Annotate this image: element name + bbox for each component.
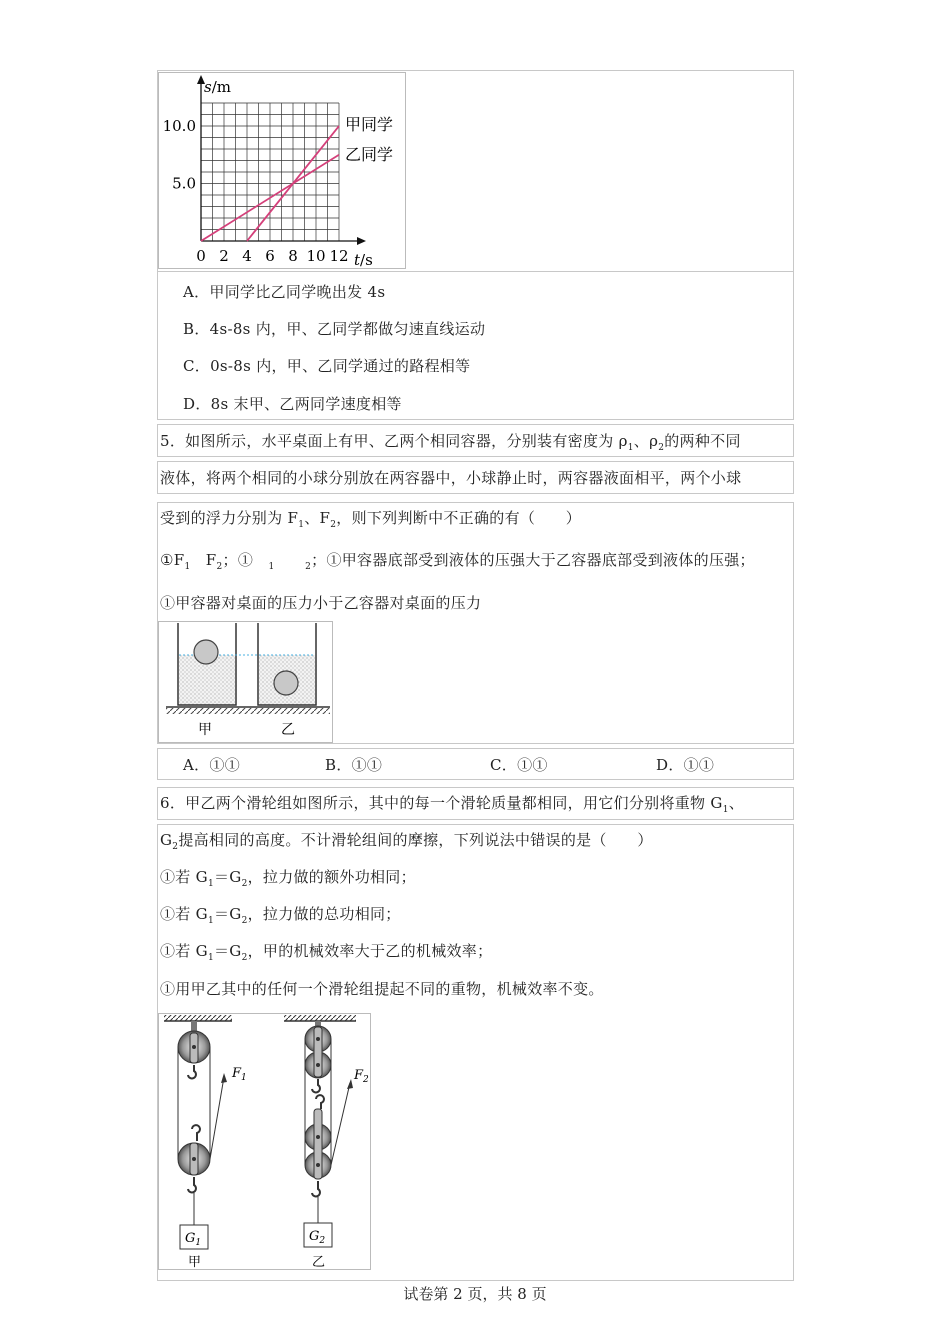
ball-jia [194, 640, 218, 664]
y-axis-label: s/m [204, 78, 231, 96]
q6-statement-2: ①若 $G_1=G_2$，拉力做的总功相同； [160, 905, 401, 926]
x-axis-label: t/s [354, 251, 373, 269]
x-tick-label: 12 [329, 247, 349, 265]
q5-option-a[interactable]: A．①① [183, 756, 241, 774]
q4-option-d[interactable]: D．8s 末甲、乙两同学速度相等 [183, 395, 402, 413]
y-tick-label: 10.0 [162, 117, 196, 135]
x-tick-label: 10 [306, 247, 326, 265]
container-label-jia: 甲 [198, 722, 212, 738]
q5-statement-line-1: $①F_1$ $F_2$；① $_1$ $_2$；①甲容器底部受到液体的压强大于乙容器底部受到液体的压强； [160, 551, 755, 572]
q5-option-b[interactable]: B．①① [325, 756, 383, 774]
container-label-yi: 乙 [281, 722, 295, 738]
x-axis-arrow [357, 237, 366, 245]
q6-statement-1: ①若 $G_1=G_2$，拉力做的额外功相同； [160, 868, 416, 889]
x-tick-label: 4 [242, 247, 252, 265]
containers-figure [158, 621, 334, 743]
series-label-yi: 乙同学 [345, 145, 394, 164]
st-chart [158, 72, 408, 270]
q4-option-b[interactable]: B．4s-8s 内，甲、乙同学都做匀速直线运动 [183, 320, 486, 338]
x-tick-label: 8 [288, 247, 298, 265]
ball-yi [274, 671, 298, 695]
q5-option-d[interactable]: D．①① [656, 756, 715, 774]
x-tick-label: 6 [265, 247, 275, 265]
chart-grid [201, 103, 339, 241]
q4-option-c[interactable]: C．0s-8s 内，甲、乙同学通过的路程相等 [183, 357, 471, 375]
x-tick-label: 0 [196, 247, 206, 265]
pulley-figure [158, 1013, 372, 1271]
pulley-label-jia: 甲 [188, 1255, 202, 1270]
q4-option-a[interactable]: A．甲同学比乙同学晚出发 4s [183, 283, 386, 301]
q5-stem-line-2: 液体，将两个相同的小球分别放在两容器中，小球静止时，两容器液面相平，两个小球 [160, 469, 742, 487]
series-label-jia: 甲同学 [345, 115, 394, 134]
force-label-f2: $F_2$ [354, 1068, 369, 1085]
page-footer: 试卷第 2 页，共 8 页 [403, 1285, 547, 1303]
pulley-label-yi: 乙 [312, 1255, 326, 1270]
q5-option-c[interactable]: C．①① [490, 756, 548, 774]
q5-stem-line-3: 受到的浮力分别为 $F_1$、$F_2$，则下列判断中不正确的有（ ） [160, 509, 582, 530]
q6-stem-line-2: $G_2$提高相同的高度。不计滑轮组间的摩擦，下列说法中错误的是（ ） [160, 831, 653, 852]
q6-statement-3: ①若 $G_1=G_2$，甲的机械效率大于乙的机械效率； [160, 942, 493, 963]
q5-statement-line-2: ①甲容器对桌面的压力小于乙容器对桌面的压力 [160, 594, 482, 612]
svg-text:G1: $G_1$ [185, 1231, 202, 1248]
force-label-f1: $F_1$ [232, 1066, 247, 1083]
q6-stem-line-1: 6．甲乙两个滑轮组如图所示，其中的每一个滑轮质量都相同，用它们分别将重物 $G_1$、 [160, 794, 745, 815]
q5-stem-line-1: 5．如图所示，水平桌面上有甲、乙两个相同容器，分别装有密度为 $\rho_1$、$\rho_2$的两种不同 [160, 432, 741, 453]
q6-statement-4: ①用甲乙其中的任何一个滑轮组提起不同的重物，机械效率不变。 [160, 980, 604, 998]
x-tick-label: 2 [219, 247, 229, 265]
y-tick-label: 5.0 [172, 174, 196, 193]
svg-text:G2: $G_2$ [309, 1229, 326, 1246]
